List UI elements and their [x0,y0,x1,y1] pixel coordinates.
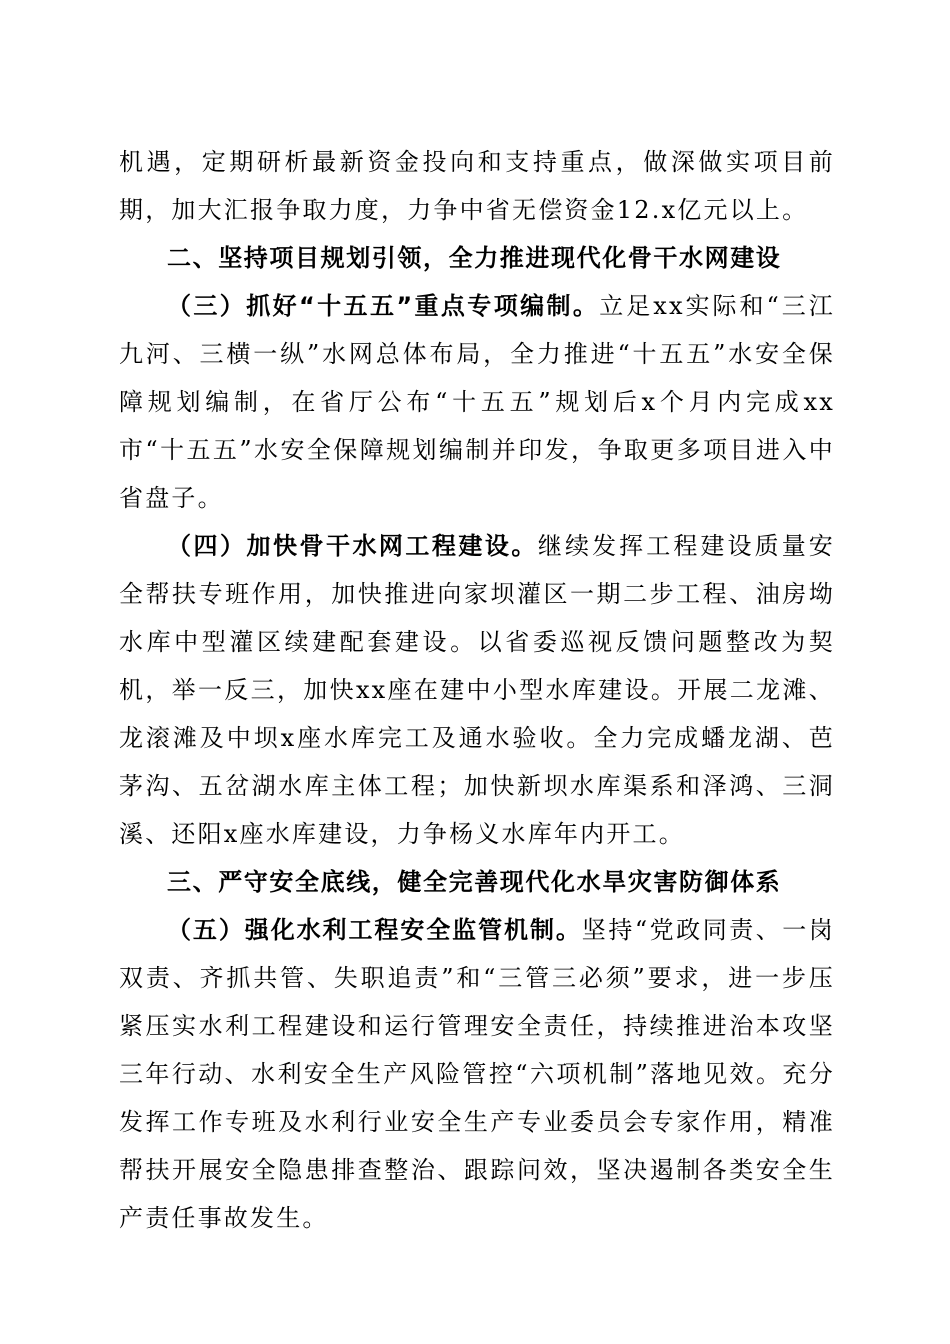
paragraph-lead: （四）加快骨干水网工程建设。 [167,532,538,560]
paragraph-text: 立足xx实际和“三江九河、三横一纵”水网总体布局，全力推进“十五五”水安全保障规划编制，在省厅公布“十五五”规划后x个月内完成xx市“十五五”水安全保障规划编制并印发，争取更多项目进入中省盘子。 [119,292,836,512]
paragraph-text: 坚持“党政同责、一岗双责、齐抓共管、失职追责”和“三管三必须”要求，进一步压紧压实水利工程建设和运行管理安全责任，持续推进治本攻坚三年行动、水利安全生产风险管控“六项机制”落地见效。充分发挥工作专班及水利行业安全生产专业委员会专家作用，精准帮扶开展安全隐患排查整治、跟踪问效，坚决遏制各类安全生产责任事故发生。 [119,916,835,1232]
paragraph-text: 继续发挥工程建设质量安全帮扶专班作用，加快推进向家坝灌区一期二步工程、油房坳水库中型灌区续建配套建设。以省委巡视反馈问题整改为契机，举一反三，加快xx座在建中小型水库建设。开展二龙滩、龙滚滩及中坝x座水库完工及通水验收。全力完成蟠龙湖、芭茅沟、五岔湖水库主体工程；加快新坝水库渠系和泽鸿、三洞溪、还阳x座水库建设，力争杨义水库年内开工。 [119,532,836,848]
page-bottom-margin [0,1334,950,1344]
body-paragraph-3 [119,282,835,522]
body-paragraph-1 [119,138,835,234]
body-paragraph-4 [119,522,835,858]
body-paragraph-5 [119,906,835,1242]
paragraph-lead: （五）强化水利工程安全监管机制。 [167,916,582,944]
document-page [119,138,835,1242]
paragraph-text: 机遇，定期研析最新资金投向和支持重点，做深做实项目前期，加大汇报争取力度，力争中省无偿资金12.x亿元以上。 [119,148,835,224]
section-heading-3: 三、严守安全底线，健全完善现代化水旱灾害防御体系 [167,868,782,896]
section-heading-2: 二、坚持项目规划引领，全力推进现代化骨干水网建设 [167,244,782,272]
paragraph-lead: （三）抓好“十五五”重点专项编制。 [167,292,600,320]
